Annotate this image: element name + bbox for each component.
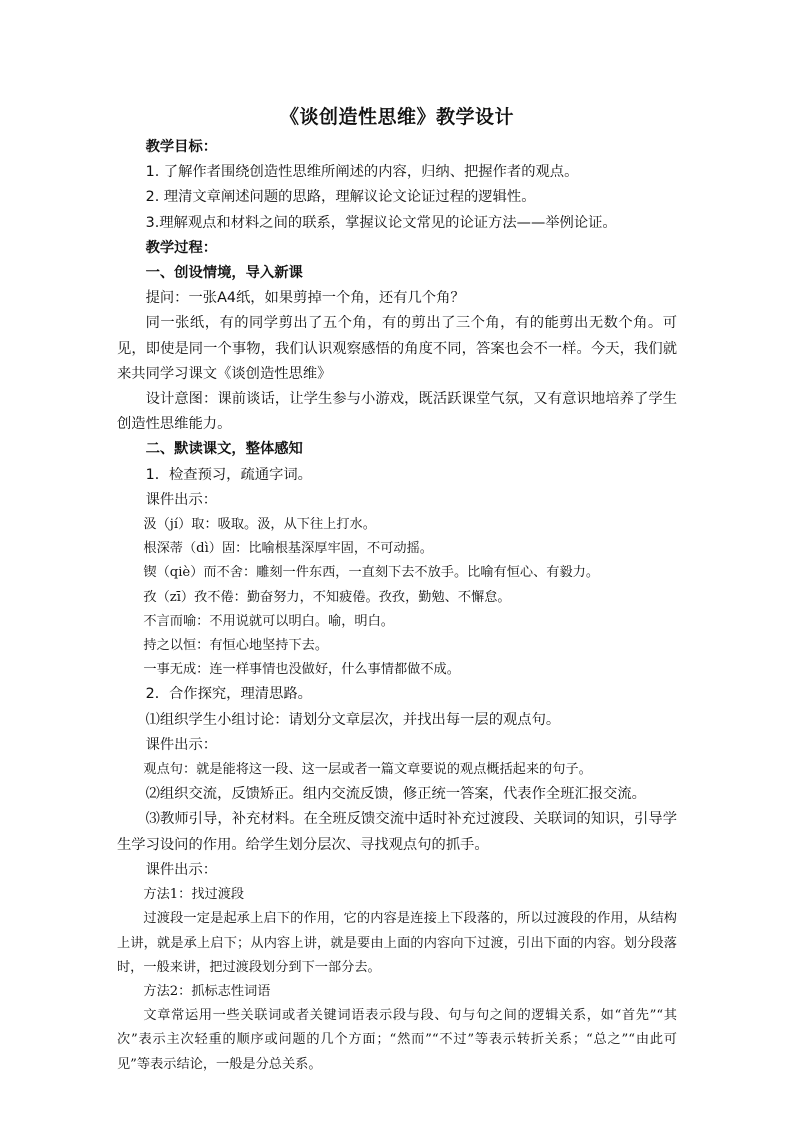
goals-heading: 教学目标： — [145, 139, 218, 155]
goal-item: 2. 理清文章阐述问题的思路，理解议论文论证过程的逻辑性。 — [145, 189, 536, 206]
document-title: 《谈创造性思维》教学设计 — [279, 106, 514, 128]
process-heading: 教学过程： — [145, 239, 218, 256]
vocab-item: 孜（zī）孜不倦：勤奋努力，不知疲倦。孜孜，勤勉、不懈怠。 — [143, 589, 511, 605]
courseware-label: 课件出示： — [145, 491, 218, 508]
vocab-item: 汲（jí）取：吸取。汲，从下往上打水。 — [143, 517, 376, 533]
courseware-label: 课件出示： — [145, 861, 218, 878]
section1-design-intent: 设计意图：课前谈话，让学生参与小游戏，既活跃课堂气氛，又有意识地培养了学生创造性思维能力。 — [117, 391, 677, 433]
section1-question: 提问：一张A4纸，如果剪掉一个角，还有几个角？ — [145, 290, 465, 307]
sub-step-2: ⑵组织交流，反馈矫正。组内交流反馈，修正统一答案，代表作全班汇报交流。 — [145, 786, 646, 803]
goal-item: 1. 了解作者围绕创造性思维所阐述的内容，归纳、把握作者的观点。 — [145, 164, 579, 181]
method-2-text: 文章常运用一些关联词或者关键词语表示段与段、句与句之间的逻辑关系，如“首先”“其次”表示主次轻重的顺序或问题的几个方面；“然而”“不过”等表示转折关系；“总之”“由此可见”等表示结论，一般是分总关系。 — [117, 1008, 677, 1072]
method-2-label: 方法2：抓标志性词语 — [143, 983, 271, 999]
section1-paragraph: 同一张纸，有的同学剪出了五个角，有的剪出了三个角，有的能剪出无数个角。可见，即使是同一个事物，我们认识观察感悟的角度不同，答案也会不一样。今天，我们就来共同学习课文《谈创造性思维》 — [117, 315, 677, 382]
section1-heading: 一、创设情境，导入新课 — [145, 265, 303, 282]
method-1-text: 过渡段一定是起承上启下的作用，它的内容是连接上下段落的，所以过渡段的作用，从结构上讲，就是承上启下；从内容上讲，就是要由上面的内容向下过渡，引出下面的内容。划分段落时，一般来讲，把过渡段划分到下一部分去。 — [117, 911, 677, 975]
sub-step-1: ⑴组织学生小组讨论：请划分文章层次，并找出每一层的观点句。 — [145, 711, 561, 728]
goal-item: 3.理解观点和材料之间的联系，掌握议论文常见的论证方法——举例论证。 — [145, 214, 617, 231]
step-2: 2．合作探究，理清思路。 — [145, 686, 312, 703]
step-1: 1．检查预习，疏通字词。 — [145, 466, 312, 483]
vocab-item: 锲（qiè）而不舍：雕刻一件东西，一直刻下去不放手。比喻有恒心、有毅力。 — [143, 565, 600, 581]
vocab-item: 持之以恒：有恒心地坚持下去。 — [143, 638, 329, 654]
vocab-item: 根深蒂（dì）固：比喻根基深厚牢固，不可动摇。 — [143, 541, 433, 557]
sub-step-3: ⑶教师引导，补充材料。在全班反馈交流中适时补充过渡段、关联词的知识，引导学生学习设问的作用。给学生划分层次、寻找观点句的抓手。 — [117, 811, 677, 853]
method-1-label: 方法1：找过渡段 — [143, 887, 245, 903]
document-body — [117, 103, 677, 1077]
courseware-label: 课件出示： — [145, 736, 218, 753]
vocab-item: 不言而喻：不用说就可以明白。喻，明白。 — [143, 613, 394, 629]
vocab-item: 一事无成：连一样事情也没做好，什么事情都做不成。 — [143, 662, 460, 678]
section2-heading: 二、默读课文，整体感知 — [145, 441, 303, 458]
viewpoint-definition: 观点句：就是能将这一段、这一层或者一篇文章要说的观点概括起来的句子。 — [143, 762, 592, 778]
